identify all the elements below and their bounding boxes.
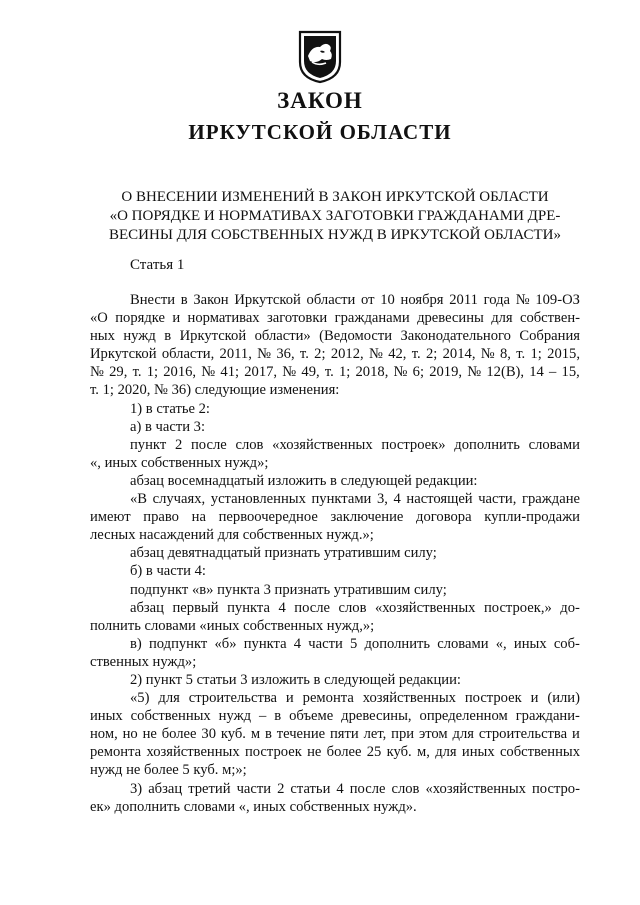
body-line: 1) в статье 2: — [130, 400, 210, 417]
body-line: ных нужд в Иркутской области» (Ведомости Законодательного Собрания — [90, 328, 580, 345]
article-label: Статья 1 — [130, 257, 185, 273]
body-line: лесных насаждений для собственных нужд.»; — [90, 527, 374, 544]
body-line: «, иных собственных нужд»; — [90, 454, 269, 471]
irkutsk-coat-of-arms-icon — [298, 30, 342, 84]
body-line: Внести в Закон Иркутской области от 10 ноября 2011 года № 109-ОЗ — [130, 292, 580, 308]
body-line: подпункт «в» пункта 3 признать утратившим силу; — [130, 581, 447, 598]
heading-line: ВЕСИНЫ ДЛЯ СОБСТВЕННЫХ НУЖД В ИРКУТСКОЙ ОБЛАСТИ» — [108, 227, 561, 243]
body-line: б) в части 4: — [130, 563, 206, 580]
law-heading — [95, 188, 575, 245]
body-line: № 29, т. 1; 2016, № 41; 2017, № 49, т. 1; 2018, № 6; 2019, № 12(В), 14 – 15, — [90, 364, 580, 381]
body-line: 2) пункт 5 статьи 3 изложить в следующей редакции: — [130, 671, 461, 688]
body-line: «5) для строительства и ремонта хозяйственных построек и (или) — [130, 690, 580, 707]
body-line: абзац первый пункта 4 после слов «хозяйственных построек,» до- — [130, 599, 580, 616]
body-line: а) в части 3: — [130, 418, 206, 435]
body-line: «В случаях, установленных пунктами 3, 4 настоящей части, граждане — [130, 491, 580, 508]
body-line: ственных нужд»; — [90, 653, 197, 670]
body-line: иных собственных нужд – в объеме древесины, определенном граждани- — [90, 708, 580, 725]
heading-line: «О ПОРЯДКЕ И НОРМАТИВАХ ЗАГОТОВКИ ГРАЖДАНАМИ ДРЕ- — [109, 208, 561, 224]
body-line: т. 1; 2020, № 36) следующие изменения: — [90, 382, 340, 399]
body-line: ном, но не более 30 куб. м в течение пяти лет, при этом для строительства и — [90, 726, 580, 743]
body-line: 3) абзац третий части 2 статьи 4 после слов «хозяйственных постро- — [130, 780, 580, 797]
body-line: в) подпункт «б» пункта 4 части 5 дополнить словами «, иных соб- — [130, 635, 580, 652]
body-line: Иркутской области, 2011, № 36, т. 2; 2012, № 42, т. 2; 2014, № 8, т. 1; 2015, — [90, 346, 580, 363]
body-line: ек» дополнить словами «, иных собственных нужд». — [90, 798, 417, 815]
article-body — [90, 291, 580, 816]
body-line: «О порядке и нормативах заготовки гражданами древесины для собствен- — [90, 310, 580, 327]
body-line: абзац девятнадцатый признать утратившим силу; — [130, 545, 437, 562]
body-line: нужд не более 5 куб. м;»; — [90, 762, 247, 779]
body-line: пункт 2 после слов «хозяйственных построек» дополнить словами — [130, 436, 580, 453]
heading-line: О ВНЕСЕНИИ ИЗМЕНЕНИЙ В ЗАКОН ИРКУТСКОЙ ОБЛАСТИ — [121, 189, 549, 205]
body-line: имеют право на первоочередное заключение договора купли-продажи — [90, 509, 580, 526]
body-line: абзац восемнадцатый изложить в следующей редакции: — [130, 472, 478, 489]
law-region: ИРКУТСКОЙ ОБЛАСТИ — [188, 120, 452, 144]
law-title: ЗАКОН — [277, 88, 363, 113]
body-line: полнить словами «иных собственных нужд,»; — [90, 617, 375, 634]
body-line: ремонта хозяйственных построек не более 25 куб. м, для иных собственных — [90, 744, 580, 761]
